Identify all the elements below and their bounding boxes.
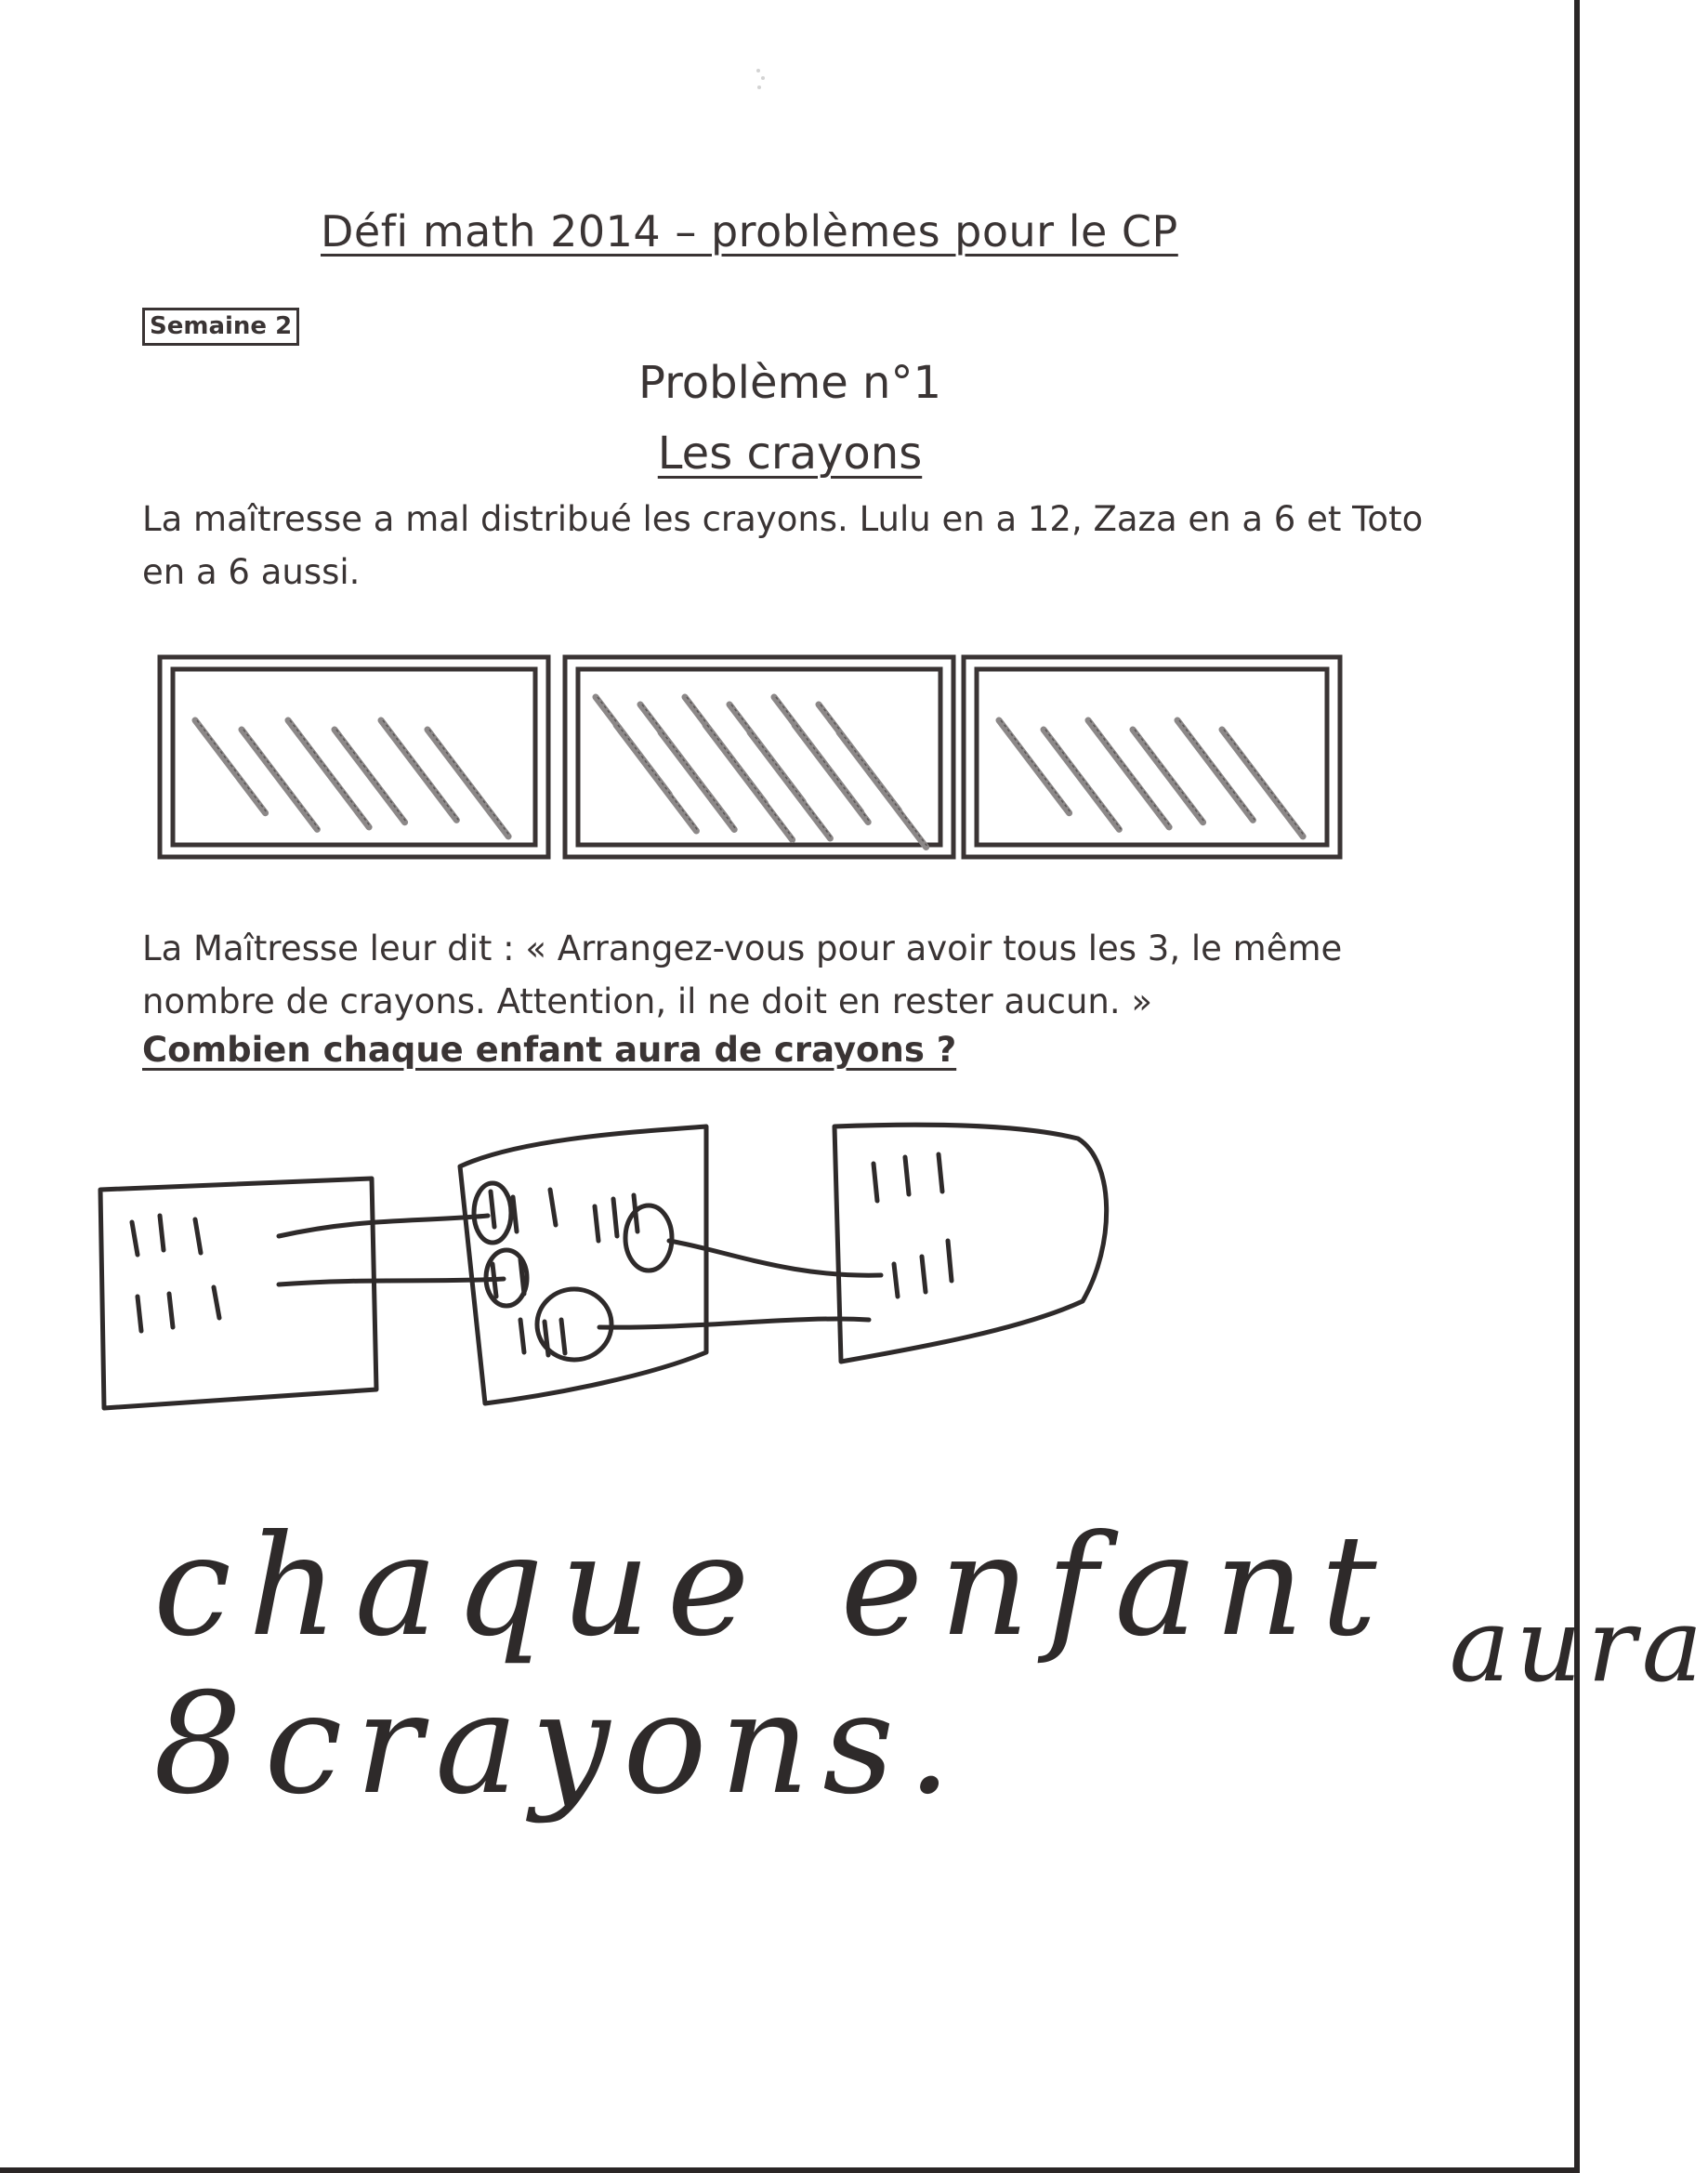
drawing-circle-4 [537,1289,611,1360]
drawing-box-right [834,1125,1107,1362]
drawing-arrow-1 [279,1216,488,1236]
problem-statement: La maîtresse a mal distribué les crayons. Lulu en a 12, Zaza en a 6 et Toto en a 6 aussi. [142,499,1424,592]
page-title: Défi math 2014 – problèmes pour le CP [321,206,1178,257]
answer-word-chaque: chaque [153,1506,767,1667]
drawing-circle-3 [625,1205,672,1271]
drawing-arrow-4 [599,1319,869,1327]
answer-word-crayons: crayons. [264,1664,965,1825]
answer-word-aura: aura [1449,1586,1708,1705]
answer-line-1 [153,1506,1708,1705]
drawing-box-middle [460,1126,706,1403]
week-label: Semaine 2 [142,308,299,346]
answer-line-2 [153,1664,965,1825]
drawing-marks-left [132,1216,219,1331]
teacher-instruction: La Maîtresse leur dit : « Arrangez-vous pour avoir tous les 3, le même nombre de crayons. Attention, il ne doit en rester aucun. » [142,928,1343,1021]
drawing-arrow-3 [669,1241,881,1275]
answer-word-enfant: enfant [840,1506,1394,1667]
drawing-marks-right [874,1154,952,1297]
drawing-box-left [100,1179,376,1408]
drawing-arrow-2 [279,1279,504,1284]
problem-question: Combien chaque enfant aura de crayons ? [142,1030,957,1070]
answer-number: 8 [153,1664,256,1825]
problem-number: Problème n°1 [638,357,941,409]
problem-title: Les crayons [657,428,923,480]
